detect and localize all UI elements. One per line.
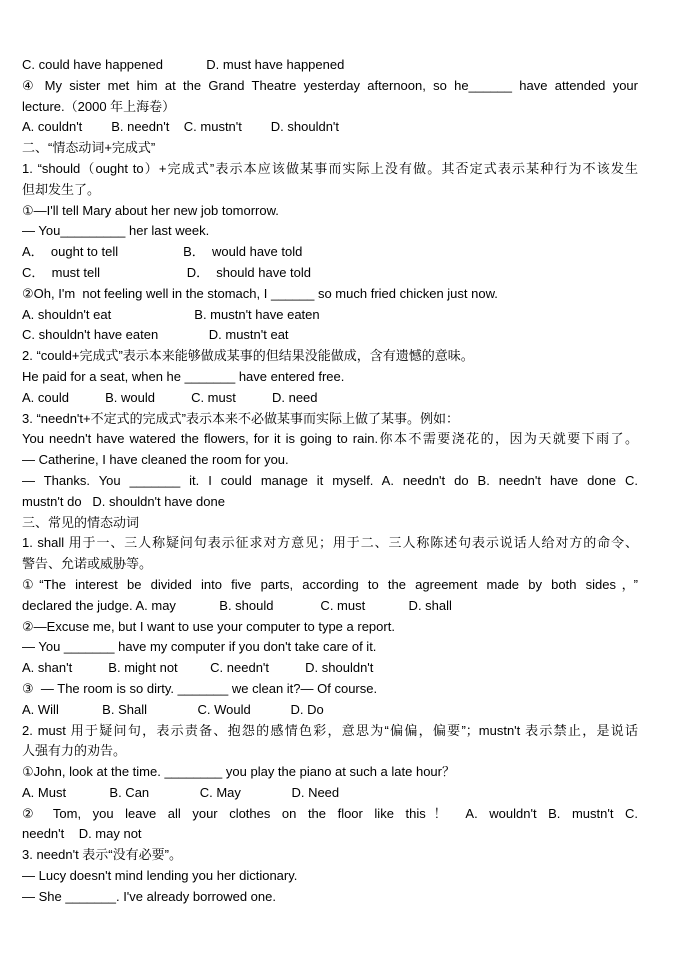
text-line: — Thanks. You _______ it. I could manage it myself. A. needn't do B. needn't have done C. xyxy=(22,472,638,488)
text-line: A. could B. would C. must D. need xyxy=(22,389,318,405)
text-line: — You _______ have my computer if you don't take care of it. xyxy=(22,639,377,655)
text-line: A. Must B. Can C. May D. Need xyxy=(22,784,340,800)
text-line: — Catherine, I have cleaned the room for you. xyxy=(22,452,289,468)
text-line: 人强有力的劝告。 xyxy=(22,743,127,759)
text-line: C. shouldn't have eaten D. mustn't eat xyxy=(22,327,289,343)
text-line: mustn't do D. shouldn't have done xyxy=(22,493,225,509)
text-line: ④ My sister met him at the Grand Theatre yesterday afternoon, so he______ have attended your xyxy=(22,77,638,93)
section-heading: 二、“情态动词+完成式” xyxy=(22,140,156,156)
document-page xyxy=(22,55,638,908)
text-line: A． ought to tell B． would have told xyxy=(22,244,303,260)
text-line: 1. “should（ought to）+完成式”表示本应该做某事而实际上没有做。其否定式表示某种行为不该发生 xyxy=(22,160,638,176)
text-line: ② Tom, you leave all your clothes on the floor like this！ A. wouldn't B. mustn't C. xyxy=(22,805,638,821)
text-line: 2. must 用于疑问句，表示责备、抱怨的感情色彩，意思为“偏偏，偏要”；mustn't 表示禁止，是说话 xyxy=(22,722,638,738)
text-line: — You_________ her last week. xyxy=(22,223,210,239)
text-line: ②Oh, I'm not feeling well in the stomach, I ______ so much fried chicken just now. xyxy=(22,285,498,301)
text-line: declared the judge. A. may B. should C. must D. shall xyxy=(22,597,452,613)
text-line: 警告、允诺或威胁等。 xyxy=(22,556,153,572)
text-line: needn't D. may not xyxy=(22,826,142,842)
text-line: — Lucy doesn't mind lending you her dictionary. xyxy=(22,868,298,884)
text-line: A. Will B. Shall C. Would D. Do xyxy=(22,701,324,717)
text-line: ①—I'll tell Mary about her new job tomorrow. xyxy=(22,202,279,218)
text-line: ②—Excuse me, but I want to use your computer to type a report. xyxy=(22,618,395,634)
text-line: — She _______. I've already borrowed one. xyxy=(22,888,276,904)
text-line: 但却发生了。 xyxy=(22,181,101,197)
text-line: 1. shall 用于一、三人称疑问句表示征求对方意见；用于二、三人称陈述句表示说话人给对方的命令、 xyxy=(22,535,638,551)
text-line: lecture.（2000 年上海卷） xyxy=(22,98,176,114)
text-line: C. could have happened D. must have happened xyxy=(22,57,345,72)
text-line: You needn't have watered the flowers, for it is going to rain.你本不需要浇花的，因为天就要下雨了。 xyxy=(22,431,638,447)
text-line: ①John, look at the time. ________ you play the piano at such a late hour？ xyxy=(22,764,455,780)
text-line: A. shan't B. might not C. needn't D. shouldn't xyxy=(22,660,374,676)
text-line: A. shouldn't eat B. mustn't have eaten xyxy=(22,306,320,322)
text-line: ③ — The room is so dirty. _______ we clean it?— Of course. xyxy=(22,680,378,696)
text-line: ①“The interest be divided into five parts, according to the agreement made by both sides，” xyxy=(22,576,638,592)
text-line: He paid for a seat, when he _______ have entered free. xyxy=(22,368,345,384)
text-line: 3. needn't 表示“没有必要”。 xyxy=(22,847,182,863)
text-line: 2. “could+完成式”表示本来能够做成某事的但结果没能做成，含有遗憾的意味。 xyxy=(22,348,474,364)
section-heading: 三、常见的情态动词 xyxy=(22,514,140,530)
text-line: 3. “needn't+不定式的完成式”表示本来不必做某事而实际上做了某事。例如： xyxy=(22,410,459,426)
text-line: A. couldn't B. needn't C. mustn't D. shouldn't xyxy=(22,119,340,135)
text-line: C． must tell D． should have told xyxy=(22,264,311,280)
